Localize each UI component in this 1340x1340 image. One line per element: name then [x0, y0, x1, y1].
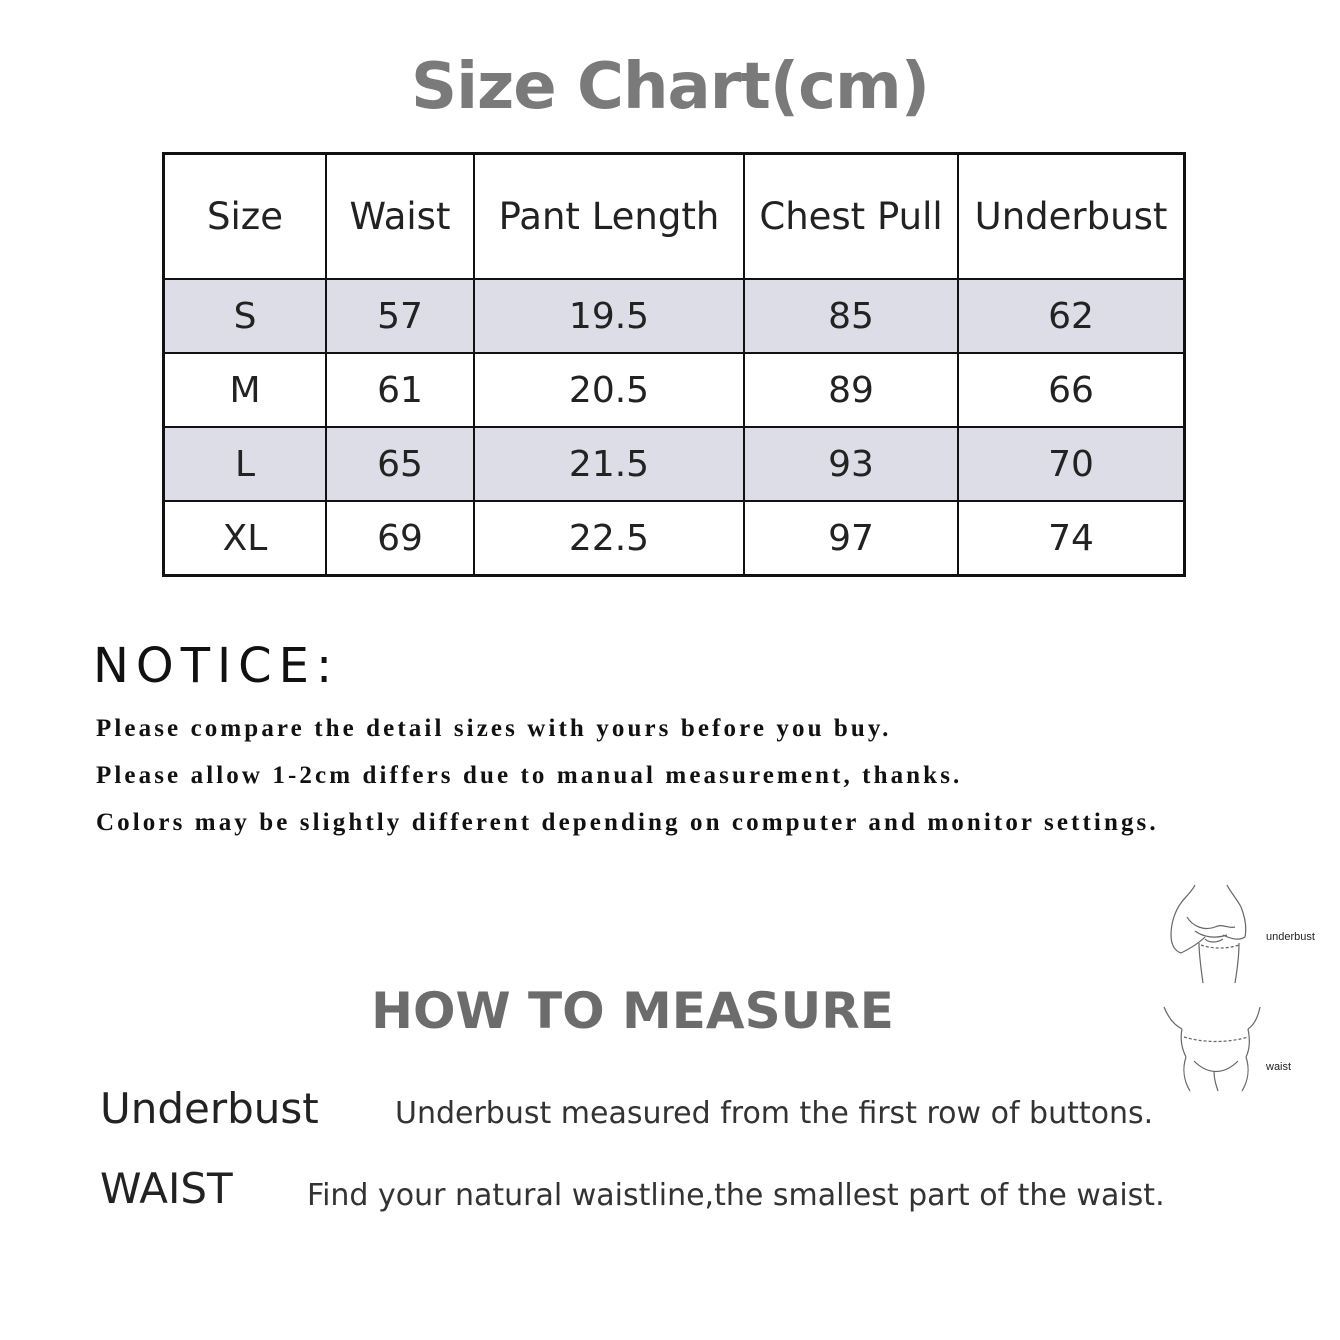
- table-row: [164, 427, 1185, 501]
- header-underbust: Underbust: [958, 154, 1185, 280]
- notice-line: Please compare the detail sizes with yours before you buy.: [96, 715, 892, 742]
- waist-figure-label: waist: [1266, 1061, 1292, 1073]
- cell-chest-pull: 85: [744, 279, 958, 353]
- cell-waist: 61: [326, 353, 474, 427]
- notice-line: Please allow 1-2cm differs due to manual measurement, thanks.: [96, 762, 963, 789]
- table-row: [164, 353, 1185, 427]
- cell-size: M: [164, 353, 327, 427]
- cell-chest-pull: 93: [744, 427, 958, 501]
- cell-pant-length: 20.5: [474, 353, 744, 427]
- cell-underbust: 66: [958, 353, 1185, 427]
- cell-pant-length: 22.5: [474, 501, 744, 576]
- underbust-figure-label: underbust: [1266, 931, 1315, 943]
- header-pant-length: Pant Length: [474, 154, 744, 280]
- measure-label-underbust: Underbust: [100, 1084, 319, 1133]
- cell-underbust: 62: [958, 279, 1185, 353]
- cell-waist: 65: [326, 427, 474, 501]
- underbust-figure-icon: [1165, 883, 1265, 985]
- cell-size: XL: [164, 501, 327, 576]
- cell-chest-pull: 89: [744, 353, 958, 427]
- header-chest-pull: Chest Pull: [744, 154, 958, 280]
- table-row: [164, 501, 1185, 576]
- table-header-row: [164, 154, 1185, 280]
- notice-heading: NOTICE:: [93, 638, 340, 694]
- cell-underbust: 70: [958, 427, 1185, 501]
- measure-text-waist: Find your natural waistline,the smallest part of the waist.: [307, 1178, 1165, 1213]
- table-row: [164, 279, 1185, 353]
- cell-pant-length: 21.5: [474, 427, 744, 501]
- how-to-measure-title: HOW TO MEASURE: [371, 982, 894, 1040]
- measure-label-waist: WAIST: [100, 1164, 233, 1213]
- cell-pant-length: 19.5: [474, 279, 744, 353]
- cell-waist: 57: [326, 279, 474, 353]
- cell-waist: 69: [326, 501, 474, 576]
- cell-size: S: [164, 279, 327, 353]
- notice-line: Colors may be slightly different depending on computer and monitor settings.: [96, 809, 1159, 836]
- size-chart-title: Size Chart(cm): [411, 50, 929, 124]
- cell-size: L: [164, 427, 327, 501]
- cell-underbust: 74: [958, 501, 1185, 576]
- size-table: [162, 152, 1186, 577]
- header-size: Size: [164, 154, 327, 280]
- cell-chest-pull: 97: [744, 501, 958, 576]
- header-waist: Waist: [326, 154, 474, 280]
- measure-text-underbust: Underbust measured from the first row of buttons.: [395, 1096, 1154, 1131]
